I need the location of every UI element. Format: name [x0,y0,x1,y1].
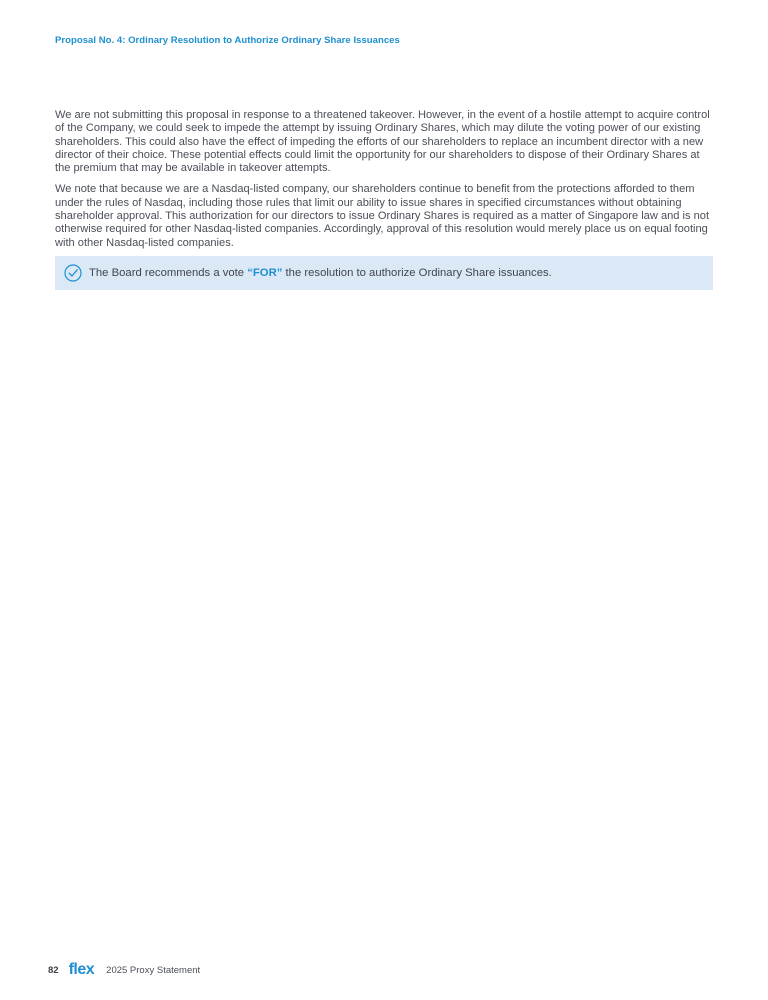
document-title: 2025 Proxy Statement [106,964,201,976]
page-footer [48,962,200,978]
board-recommendation-callout [55,256,713,290]
body-content [55,109,715,258]
recommendation-for: “FOR” [247,267,283,279]
paragraph-nasdaq: We note that because we are a Nasdaq-listed company, our shareholders continue to benefit from the protections afforded to them under the rules of Nasdaq, including those rules that limit our ability to issue shares in specified circumstances without obtaining shareholder approval. This authorization for our directors to issue Ordinary Shares is required as a matter of Singapore law and is not otherwise required for other Nasdaq-listed companies. Accordingly, approval of this resolution would merely place us on equal footing with other Nasdaq-listed companies. [55,183,710,249]
check-circle-icon [64,264,82,282]
flex-logo: flex [68,961,95,978]
page-header-title: Proposal No. 4: Ordinary Resolution to Authorize Ordinary Share Issuances [55,35,400,46]
paragraph-takeover: We are not submitting this proposal in response to a threatened takeover. However, in the event of a hostile attempt to acquire control of the Company, we could seek to impede the attempt by issuing Ordinary Shares, which may dilute the voting power of our existing shareholders. This could also have the effect of impeding the efforts of our shareholders to replace an incumbent director with a new director of their choice. These potential effects could limit the opportunity for our shareholders to dispose of their Ordinary Shares at the premium that may be available in takeover attempts. [55,109,710,175]
recommendation-suffix: the resolution to authorize Ordinary Share issuances. [282,267,552,279]
page-number: 82 [48,964,59,976]
recommendation-prefix: The Board recommends a vote [89,267,248,279]
recommendation-text [89,267,552,279]
